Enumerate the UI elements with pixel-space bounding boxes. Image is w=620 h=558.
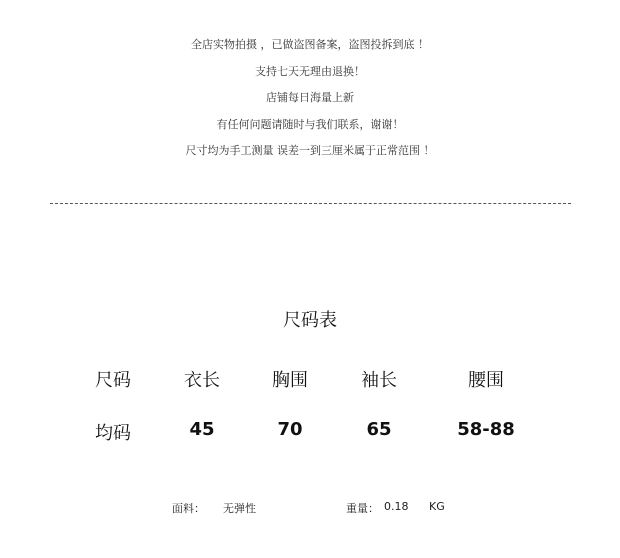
weight-unit: KG: [429, 500, 445, 513]
cell-sleeve: 65: [366, 419, 392, 440]
weight-value: 0.18: [384, 500, 409, 513]
notice-line-1: 全店实物拍摄 ，已做盗图备案，盗图投拆到底 ！: [191, 38, 429, 51]
cell-length: 45: [189, 419, 215, 440]
notice-line-4: 有任何问题请随时与我们联系，谢谢！: [216, 118, 404, 131]
size-table-row: [0, 419, 620, 447]
notice-line-5: 尺寸均为手工测量 误差一到三厘米属于正常范围 ！: [185, 144, 435, 157]
header-sleeve: 袖长: [361, 370, 397, 391]
notice-line-3: 店铺每日海量上新: [266, 91, 354, 104]
header-length: 衣长: [184, 370, 220, 391]
fabric-value: 无弹性: [223, 502, 256, 515]
fabric-label: 面料：: [172, 502, 205, 515]
cell-size: 均码: [95, 423, 131, 444]
header-bust: 胸围: [272, 370, 308, 391]
weight-label: 重量：: [346, 502, 379, 515]
cell-waist: 58-88: [457, 419, 515, 440]
notice-line-2: 支持七天无理由退换！: [255, 65, 365, 78]
cell-bust: 70: [277, 419, 303, 440]
header-size: 尺码: [95, 370, 131, 391]
header-waist: 腰围: [468, 370, 504, 391]
dashed-divider: [50, 203, 571, 204]
size-table-header-row: [0, 366, 620, 394]
size-table-title: 尺码表: [283, 310, 337, 331]
